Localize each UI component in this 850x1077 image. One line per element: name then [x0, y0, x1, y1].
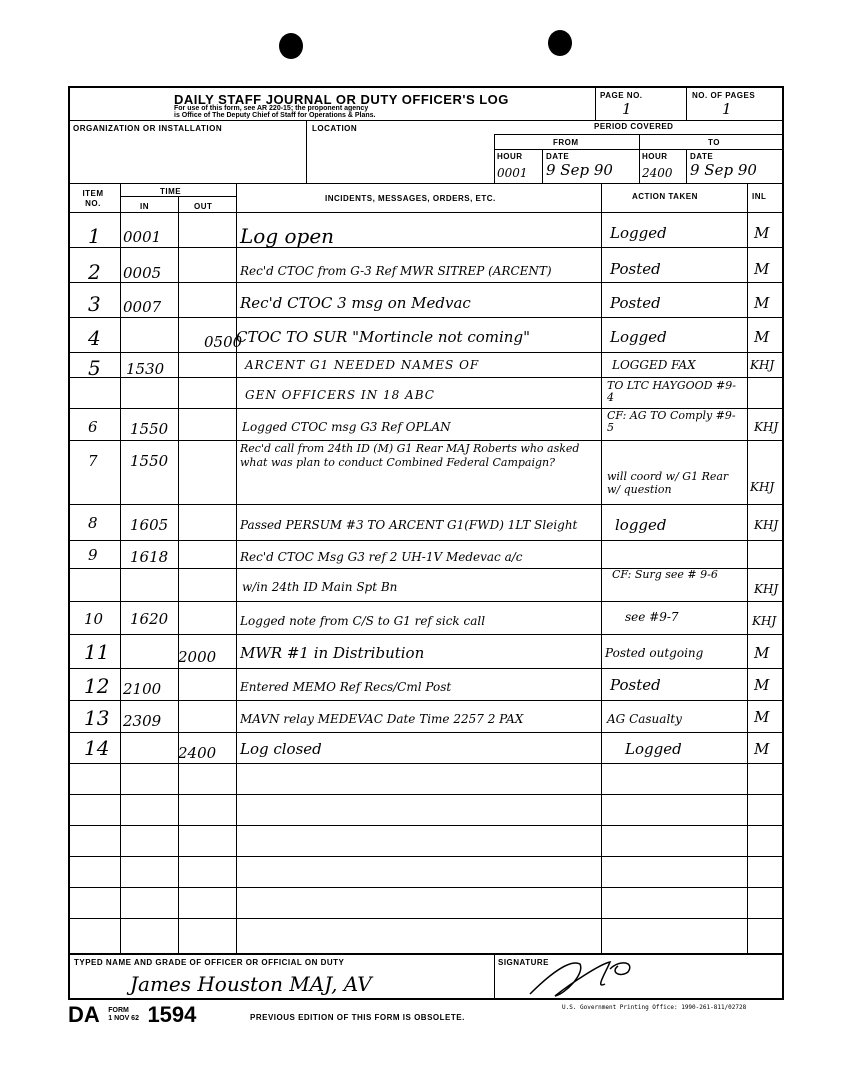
time-label: TIME: [160, 187, 182, 196]
entry-item-no: 14: [84, 736, 110, 760]
to-date-label: DATE: [690, 152, 714, 161]
entry-initials: M: [754, 294, 770, 312]
signature-mark: [510, 954, 650, 1004]
entry-time-in: 1605: [130, 516, 169, 534]
entry-action: CF: Surg see # 9-6: [612, 568, 718, 581]
entry-item-no: 13: [84, 706, 110, 730]
typed-name: James Houston MAJ, AV: [130, 972, 372, 996]
incidents-label: INCIDENTS, MESSAGES, ORDERS, ETC.: [325, 194, 496, 203]
entry-item-no: 3: [88, 292, 101, 316]
form-subtitle: [174, 105, 375, 119]
from-hour: 0001: [497, 166, 528, 180]
entry-text: MWR #1 in Distribution: [240, 644, 425, 662]
entry-initials: M: [754, 224, 770, 242]
gpo-note: U.S. Government Printing Office: 1990-261-811/02728: [562, 1004, 747, 1011]
entry-time-in: 2100: [123, 680, 162, 698]
entry-initials: M: [754, 260, 770, 278]
entry-text: Log closed: [240, 740, 322, 758]
entry-initials: KHJ: [752, 614, 777, 628]
entry-action: LOGGED FAX: [612, 358, 696, 372]
no-of-pages-label: NO. OF PAGES: [692, 91, 756, 100]
entry-item-no: 4: [88, 326, 101, 350]
entry-time-in: 2309: [123, 712, 162, 730]
entry-action: TO LTC HAYGOOD #9-4: [607, 379, 736, 404]
entry-time-in: 1550: [130, 452, 169, 470]
from-date: 9 Sep 90: [546, 161, 613, 179]
entry-action: Logged: [610, 328, 667, 346]
typed-name-label: TYPED NAME AND GRADE OF OFFICER OR OFFICIAL ON DUTY: [74, 958, 345, 967]
entry-item-no: 11: [84, 640, 110, 664]
item-no-label: ITEM NO.: [82, 189, 104, 208]
entry-initials: KHJ: [754, 582, 779, 596]
entry-text: Logged note from C/S to G1 ref sick call: [240, 614, 486, 628]
entry-initials: KHJ: [754, 420, 779, 434]
form-title: DAILY STAFF JOURNAL OR DUTY OFFICER'S LOG: [174, 92, 509, 107]
entry-time-out: 2000: [178, 648, 217, 666]
to-hour: 2400: [642, 166, 673, 180]
entry-action: Posted: [610, 260, 661, 278]
entry-item-no: 8: [88, 514, 98, 532]
entry-time-in: 1530: [126, 360, 165, 378]
entry-text: Rec'd call from 24th ID (M) G1 Rear MAJ Roberts who asked what was plan to conduct Combined Federal Campaign?: [240, 442, 580, 469]
form-subtitle-line-1: For use of this form, see AR 220-15; the proponent agency: [174, 105, 369, 112]
location-label: LOCATION: [312, 124, 358, 133]
action-taken-label: ACTION TAKEN: [632, 192, 698, 201]
entry-time-in: 0001: [123, 228, 162, 246]
entry-action: Logged: [610, 224, 667, 242]
entry-item-no: 5: [88, 356, 101, 380]
entry-action: logged: [615, 516, 667, 534]
entry-initials: KHJ: [750, 358, 775, 372]
entry-text: Log open: [240, 224, 335, 248]
entry-text: Rec'd CTOC 3 msg on Medvac: [240, 294, 471, 312]
entry-text: w/in 24th ID Main Spt Bn: [242, 580, 398, 594]
entry-initials: KHJ: [750, 480, 775, 494]
form-word: FORM: [108, 1007, 129, 1014]
entry-time-in: 0005: [123, 264, 162, 282]
entry-initials: M: [754, 328, 770, 346]
entry-action: CF: AG TO Comply #9-5: [607, 409, 736, 434]
entry-text: ARCENT G1 NEEDED NAMES OF: [245, 358, 480, 372]
form-da: DA: [68, 1002, 100, 1027]
period-covered-label: PERIOD COVERED: [594, 122, 674, 131]
entry-item-no: 9: [88, 546, 98, 564]
entry-text: Rec'd CTOC from G-3 Ref MWR SITREP (ARCENT): [240, 264, 552, 278]
to-date: 9 Sep 90: [690, 161, 757, 179]
entry-item-no: 6: [88, 418, 98, 436]
form-date: 1 NOV 62: [108, 1015, 139, 1022]
form-id: [68, 1002, 196, 1028]
entry-text: Rec'd CTOC Msg G3 ref 2 UH-1V Medevac a/c: [240, 550, 523, 564]
entry-action: Posted outgoing: [605, 646, 704, 660]
previous-edition-note: PREVIOUS EDITION OF THIS FORM IS OBSOLETE.: [250, 1013, 465, 1022]
page-no-label: PAGE NO.: [600, 91, 643, 100]
page-no: 1: [622, 100, 632, 118]
inl-label: INL: [752, 192, 767, 201]
entry-time-in: 1550: [130, 420, 169, 438]
entry-initials: KHJ: [754, 518, 779, 532]
entry-action: AG Casualty: [607, 712, 682, 726]
from-hour-label: HOUR: [497, 152, 523, 161]
entry-item-no: 2: [88, 260, 101, 284]
entry-action: Posted: [610, 294, 661, 312]
signature-label: SIGNATURE: [498, 958, 550, 967]
duty-log-form: [68, 86, 784, 1000]
entry-text: Passed PERSUM #3 TO ARCENT G1(FWD) 1LT Sleight: [240, 518, 578, 532]
punch-hole-right: [548, 30, 572, 56]
entry-time-in: 1618: [130, 548, 169, 566]
entry-time-out: 2400: [178, 744, 217, 762]
from-label: FROM: [553, 138, 579, 147]
from-date-label: DATE: [546, 152, 570, 161]
entry-initials: M: [754, 740, 770, 758]
time-out-label: OUT: [194, 202, 213, 211]
to-hour-label: HOUR: [642, 152, 668, 161]
entry-text: CTOC TO SUR "Mortincle not coming": [236, 328, 530, 346]
no-of-pages: 1: [722, 100, 732, 118]
entry-initials: M: [754, 708, 770, 726]
entry-action: will coord w/ G1 Rear w/ question: [607, 470, 729, 496]
entry-time-in: 0007: [123, 298, 162, 316]
time-in-label: IN: [140, 202, 149, 211]
entry-text: GEN OFFICERS IN 18 ABC: [245, 388, 435, 402]
form-subtitle-line-2: is Office of The Deputy Chief of Staff for Operations & Plans.: [174, 112, 376, 119]
punch-hole-left: [279, 33, 303, 59]
entry-item-no: 12: [84, 674, 110, 698]
entry-text: Entered MEMO Ref Recs/Cml Post: [240, 680, 452, 694]
entry-text: MAVN relay MEDEVAC Date Time 2257 2 PAX: [240, 712, 524, 726]
entry-initials: M: [754, 676, 770, 694]
entry-item-no: 7: [88, 452, 98, 470]
entry-text: Logged CTOC msg G3 Ref OPLAN: [242, 420, 451, 434]
entry-item-no: 1: [88, 224, 101, 248]
entry-time-out: 0500: [204, 333, 243, 351]
entry-item-no: 10: [84, 610, 104, 628]
entry-action: see #9-7: [625, 610, 679, 624]
entry-initials: M: [754, 644, 770, 662]
org-label: ORGANIZATION OR INSTALLATION: [73, 124, 223, 133]
to-label: TO: [708, 138, 720, 147]
entry-action: Logged: [625, 740, 682, 758]
entry-action: Posted: [610, 676, 661, 694]
form-number: 1594: [147, 1002, 197, 1027]
entry-time-in: 1620: [130, 610, 169, 628]
